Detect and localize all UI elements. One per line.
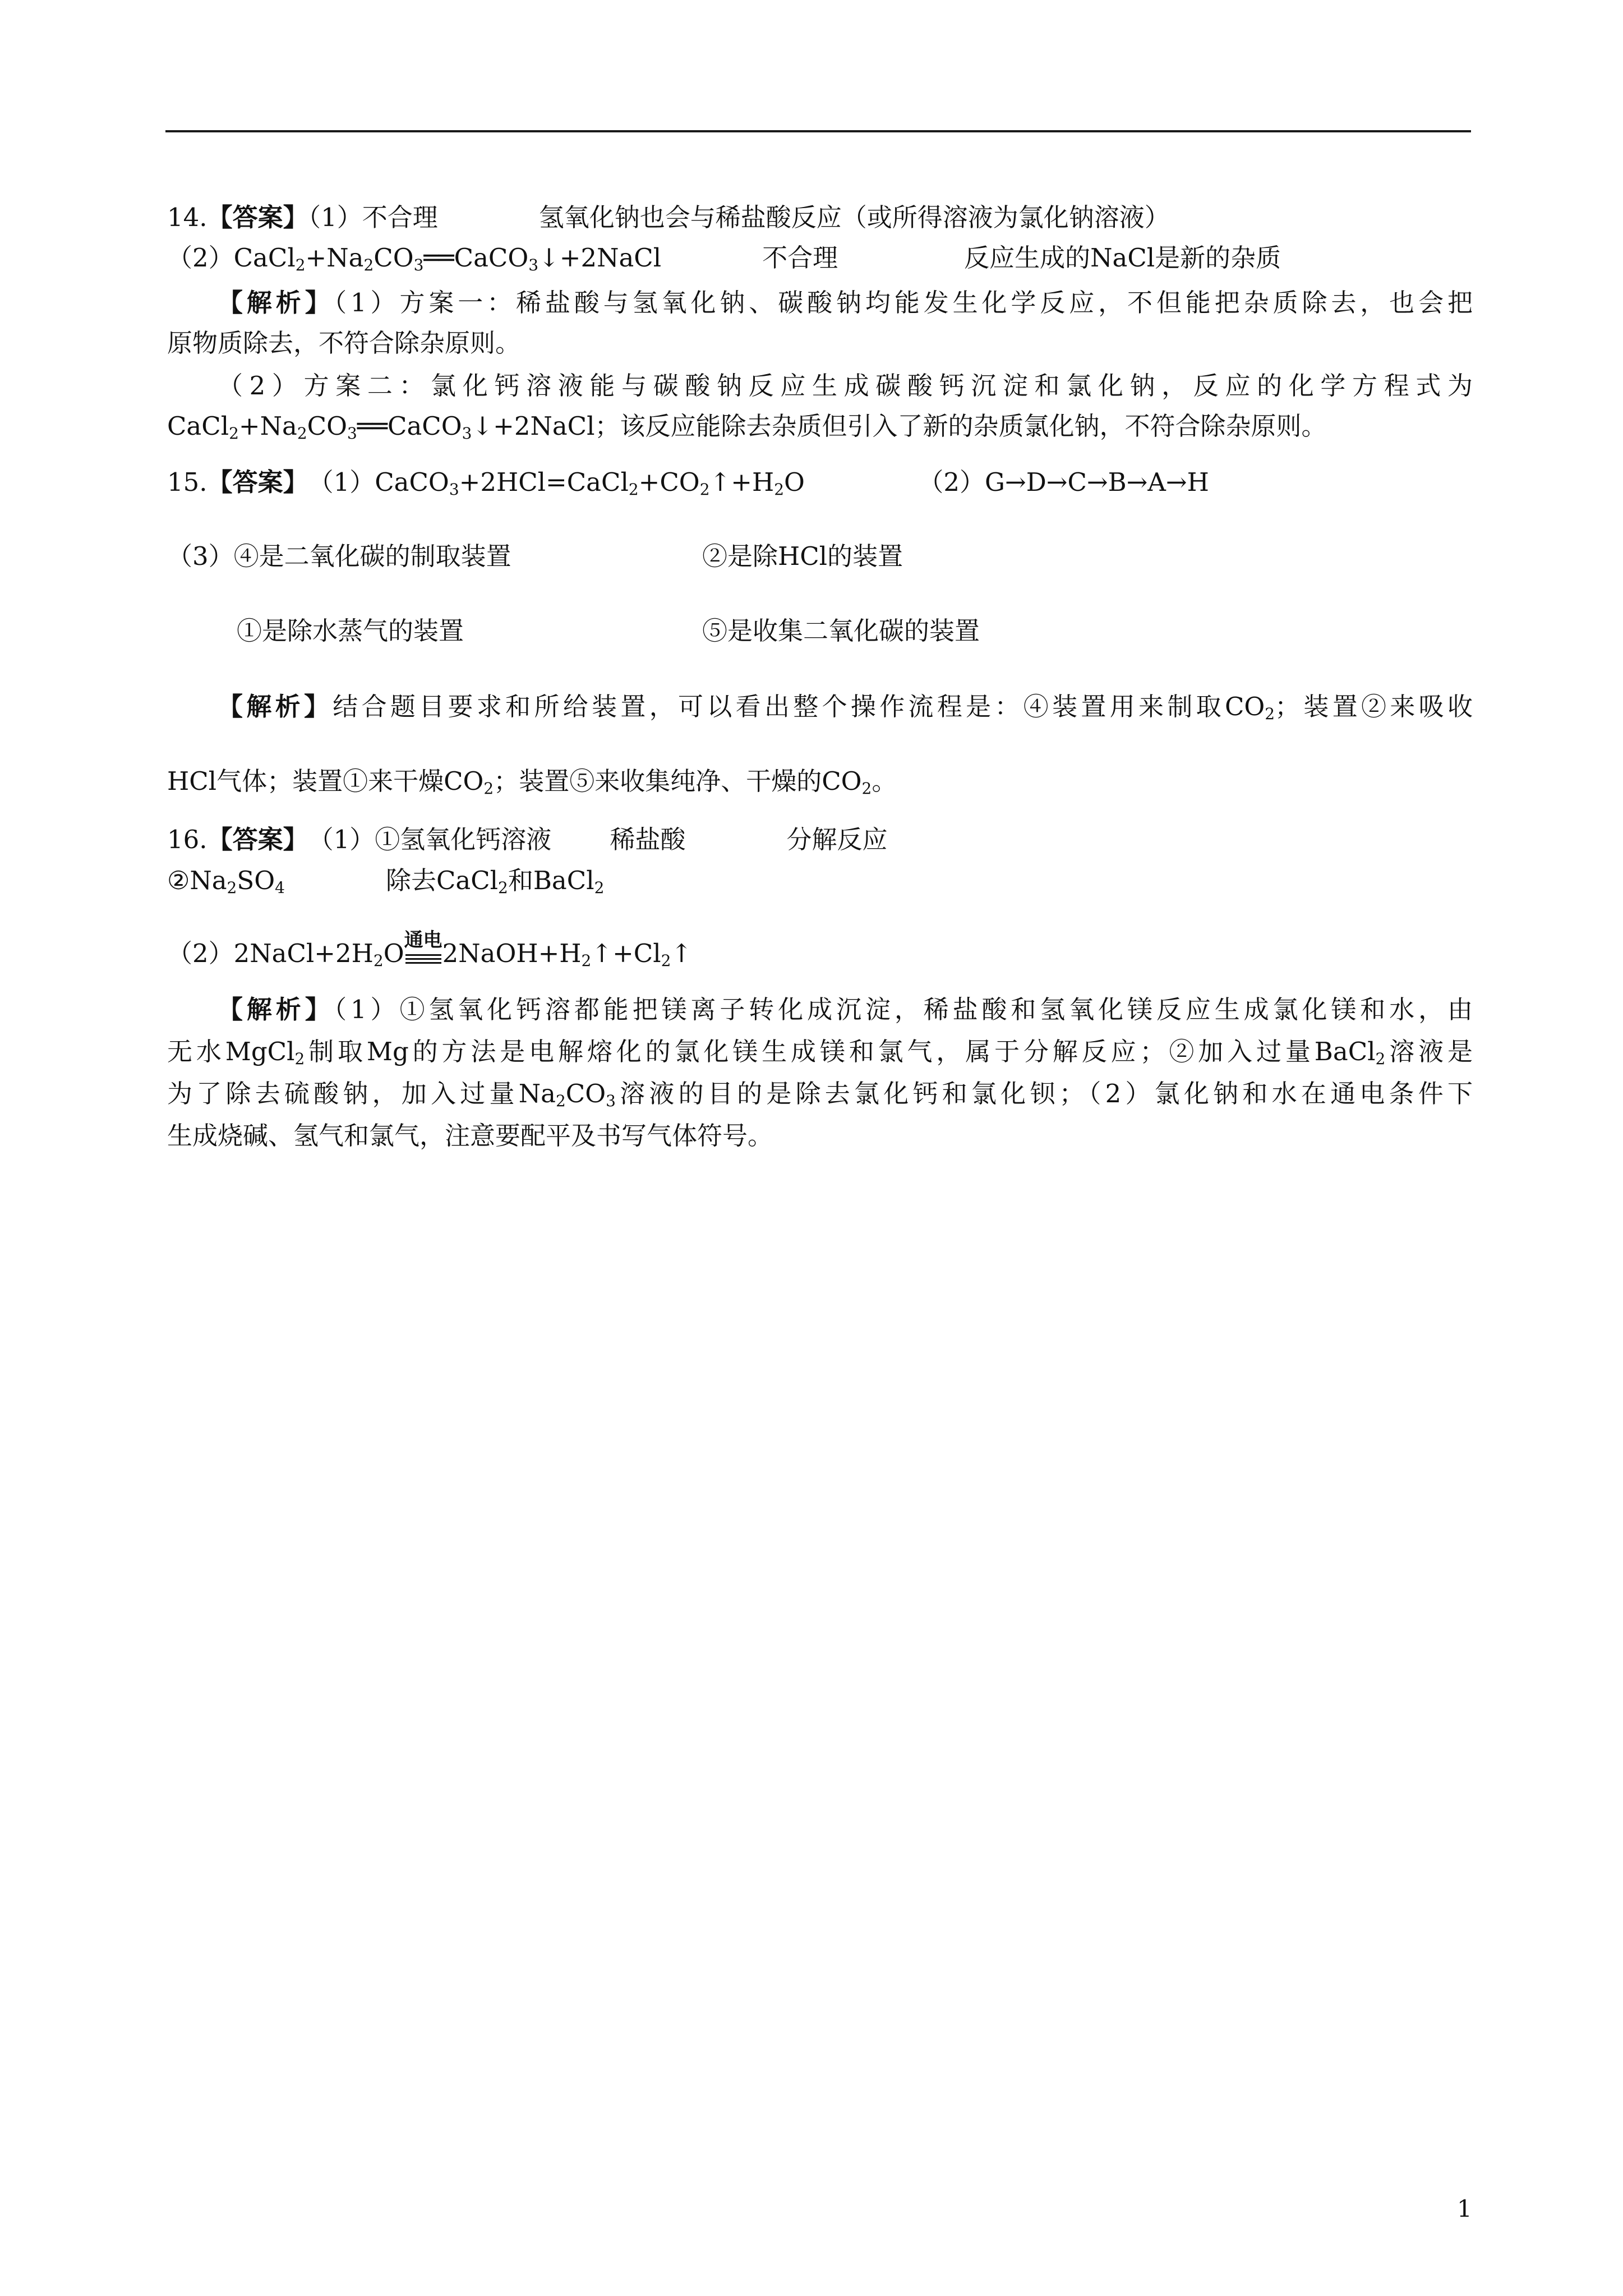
q14-analysis-line-2: 原物质除去，不符合除杂原则。: [167, 328, 521, 358]
q16-answer-line-2: $②Na_2SO_4$ 除去CaCl$_2$和BaCl$_2$: [167, 866, 605, 897]
q16-analysis-line-4: 生成烧碱、氢气和氯气，注意要配平及书写气体符号。: [167, 1121, 773, 1151]
page-number: 1: [1457, 2195, 1472, 2223]
q15-analysis-line-1: 【解析】结合题目要求和所给装置，可以看出整个操作流程是：④装置用来制取$CO_2$；装置②来吸收: [218, 692, 1473, 723]
q15-answer-line-3b: ⑤是收集二氧化碳的装置: [702, 616, 980, 646]
q16-analysis-line-1: 【解析】（1）①氢氧化钙溶都能把镁离子转化成沉淀，稀盐酸和氢氧化镁反应生成氯化镁和水，由: [218, 995, 1473, 1024]
q15-answer-line-2b: ②是除HCl的装置: [702, 541, 903, 571]
q14-analysis-line-1: 【解析】（1）方案一：稀盐酸与氢氧化钠、碳酸钠均能发生化学反应，不但能把杂质除去，也会把: [218, 288, 1473, 318]
q16-answer-line-1: 16.【答案】 （1）①氢氧化钙溶液 稀盐酸 分解反应: [167, 825, 888, 854]
q16-answer-line-3: $(2)2NaCl+2H_2O$ 通电 $2NaOH+H_2↑+Cl_2↑$: [167, 929, 693, 970]
q14-analysis-line-3: （2）方案二：氯化钙溶液能与碳酸钠反应生成碳酸钙沉淀和氯化钠，反应的化学方程式为: [218, 371, 1473, 401]
q16-analysis-line-2: 无水MgCl$_2$制取Mg的方法是电解熔化的氯化镁生成镁和氯气，属于分解反应；②加入过量BaCl$_2$溶液是: [167, 1037, 1473, 1068]
electrolysis-condition: 通电: [404, 937, 442, 970]
q14-analysis-line-4: $CaCl_2+Na_2CO_3══CaCO_3↓+2NaCl$；该反应能除去杂质但引入了新的杂质氯化钠，不符合除杂原则。: [167, 411, 1327, 443]
q14-answer-line-1: 14.【答案】（1）不合理 氢氧化钠也会与稀盐酸反应（或所得溶液为氯化钠溶液）: [167, 203, 1170, 232]
header-rule: [165, 130, 1471, 132]
q15-answer-line-2: （3）④是二氧化碳的制取装置: [167, 541, 511, 571]
q15-analysis-line-2: HCl气体；装置①来干燥$CO_2$；装置⑤来收集纯净、干燥的$CO_2$。: [167, 766, 897, 798]
q15-answer-line-1: 15.【答案】 $(1)CaCO_3+2HCl=CaCl_2+CO_2↑+H_2O$ （2）G→D→C→B→A→H: [167, 467, 1209, 499]
q16-analysis-line-3: 为了除去硫酸钠，加入过量$Na_2CO_3$溶液的目的是除去氯化钙和氯化钡；（2）氯化钠和水在通电条件下: [167, 1079, 1473, 1110]
q15-answer-line-3: ①是除水蒸气的装置: [237, 616, 464, 646]
q14-answer-line-2: $(2)CaCl_2+Na_2CO_3══CaCO_3↓+2NaCl$ 不合理 反应生成的NaCl是新的杂质: [167, 243, 1281, 274]
